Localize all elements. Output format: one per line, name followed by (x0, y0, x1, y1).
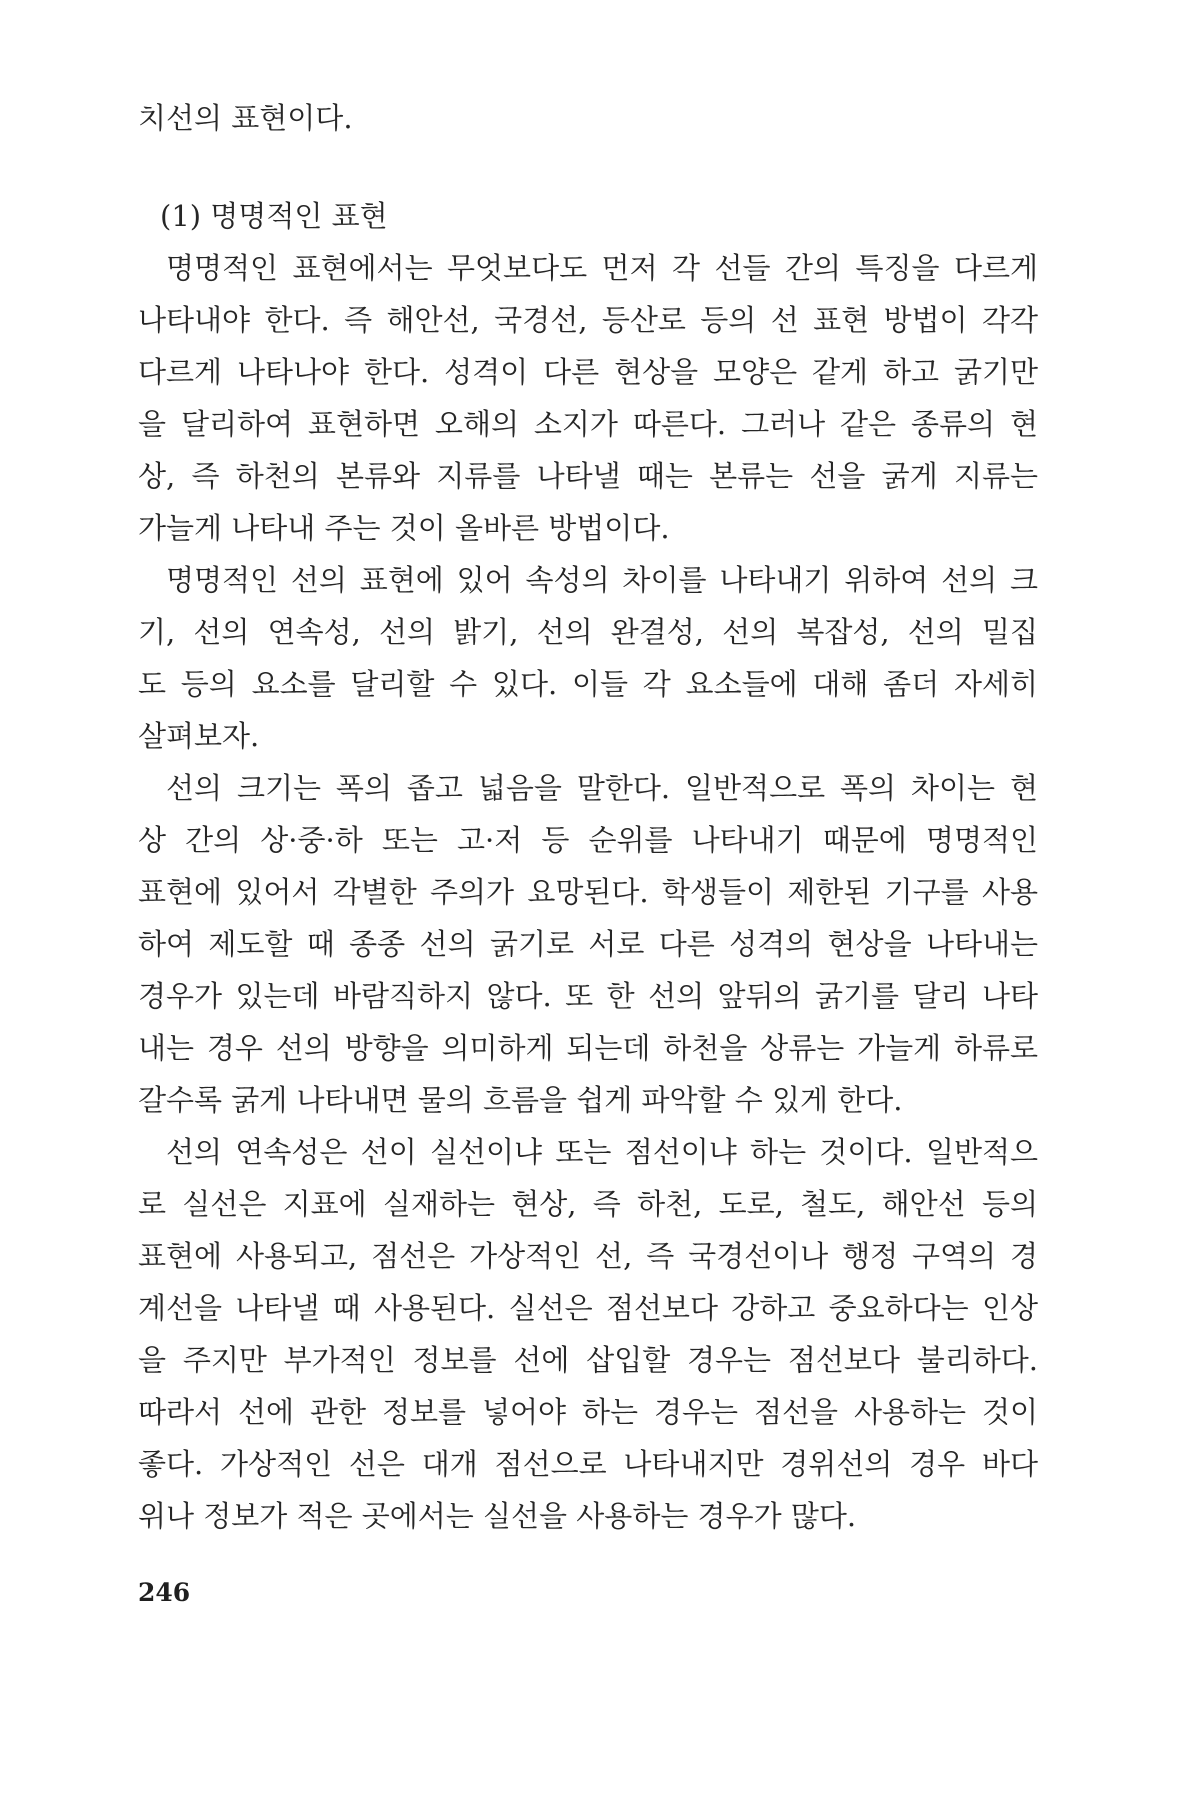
text-line: 로 실선은 지표에 실재하는 현상, 즉 하천, 도로, 철도, 해안선 등의 (138, 1187, 1038, 1221)
text-line: 을 달리하여 표현하면 오해의 소지가 따른다. 그러나 같은 종류의 현 (138, 407, 1038, 441)
body-text (138, 92, 1038, 1542)
text-line: 나타내야 한다. 즉 해안선, 국경선, 등산로 등의 선 표현 방법이 각각 (138, 303, 1038, 337)
text-line: 선의 크기는 폭의 좁고 넓음을 말한다. 일반적으로 폭의 차이는 현 (166, 771, 1038, 805)
section-heading: (1) 명명적인 표현 (160, 199, 388, 233)
text-line: 살펴보자. (138, 719, 260, 753)
text-line: 상, 즉 하천의 본류와 지류를 나타낼 때는 본류는 선을 굵게 지류는 (138, 459, 1038, 493)
text-line: 내는 경우 선의 방향을 의미하게 되는데 하천을 상류는 가늘게 하류로 (138, 1031, 1038, 1065)
text-line: 계선을 나타낼 때 사용된다. 실선은 점선보다 강하고 중요하다는 인상 (138, 1291, 1038, 1325)
text-line: 선의 연속성은 선이 실선이냐 또는 점선이냐 하는 것이다. 일반적으 (166, 1135, 1038, 1169)
text-line: 도 등의 요소를 달리할 수 있다. 이들 각 요소들에 대해 좀더 자세히 (138, 667, 1038, 701)
text-line: 하여 제도할 때 종종 선의 굵기로 서로 다른 성격의 현상을 나타내는 (138, 927, 1038, 961)
text-line: 위나 정보가 적은 곳에서는 실선을 사용하는 경우가 많다. (138, 1499, 857, 1533)
text-line: 상 간의 상·중·하 또는 고·저 등 순위를 나타내기 때문에 명명적인 (138, 823, 1038, 857)
text-line: 갈수록 굵게 나타내면 물의 흐름을 쉽게 파악할 수 있게 한다. (138, 1083, 903, 1117)
text-line: 다르게 나타나야 한다. 성격이 다른 현상을 모양은 같게 하고 굵기만 (138, 355, 1038, 389)
text-line: 을 주지만 부가적인 정보를 선에 삽입할 경우는 점선보다 불리하다. (138, 1343, 1038, 1377)
text-line: 가늘게 나타내 주는 것이 올바른 방법이다. (138, 511, 670, 545)
text-line: 치선의 표현이다. (138, 101, 353, 135)
text-line: 기, 선의 연속성, 선의 밝기, 선의 완결성, 선의 복잡성, 선의 밀집 (138, 615, 1038, 649)
text-line: 좋다. 가상적인 선은 대개 점선으로 나타내지만 경위선의 경우 바다 (138, 1447, 1038, 1481)
text-line: 경우가 있는데 바람직하지 않다. 또 한 선의 앞뒤의 굵기를 달리 나타 (138, 979, 1038, 1013)
text-line: 표현에 사용되고, 점선은 가상적인 선, 즉 국경선이나 행정 구역의 경 (138, 1239, 1038, 1273)
page-number: 246 (138, 1578, 191, 1607)
text-line: 따라서 선에 관한 정보를 넣어야 하는 경우는 점선을 사용하는 것이 (138, 1395, 1038, 1429)
text-line: 명명적인 선의 표현에 있어 속성의 차이를 나타내기 위하여 선의 크 (166, 563, 1038, 597)
text-line: 표현에 있어서 각별한 주의가 요망된다. 학생들이 제한된 기구를 사용 (138, 875, 1038, 909)
text-line: 명명적인 표현에서는 무엇보다도 먼저 각 선들 간의 특징을 다르게 (166, 251, 1038, 285)
